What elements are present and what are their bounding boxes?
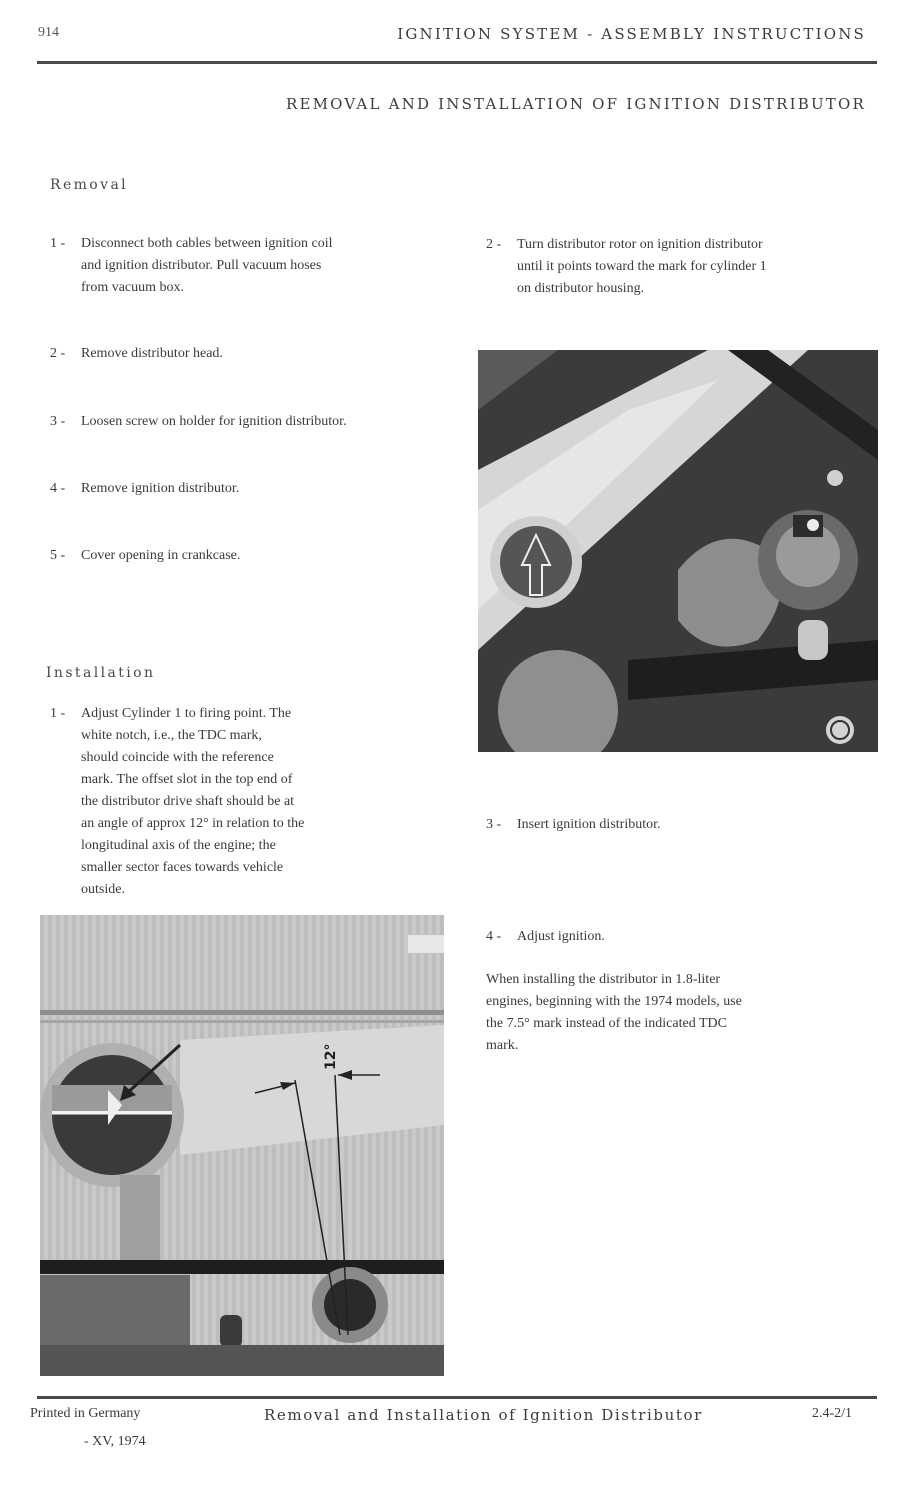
note-line: the 7.5° mark instead of the indicated TDC <box>486 1016 727 1031</box>
step-line: outside. <box>81 882 125 897</box>
removal-step-5 <box>50 545 450 567</box>
step-number: 2 - <box>50 346 66 361</box>
step-number: 4 - <box>486 929 502 944</box>
footer-title: Removal and Installation of Ignition Distributor <box>264 1406 703 1424</box>
step-number: 4 - <box>50 481 66 496</box>
figure-distributor-rotor-photo <box>478 350 878 752</box>
header-rule <box>37 61 877 64</box>
step-line: Turn distributor rotor on ignition distributor <box>517 237 763 252</box>
step-number: 5 - <box>50 548 66 563</box>
angle-label: 12° <box>323 1043 339 1070</box>
step-line: longitudinal axis of the engine; the <box>81 838 276 853</box>
distributor-illustration <box>478 350 878 752</box>
footer-rule <box>37 1396 877 1399</box>
installation-step-2 <box>486 234 886 300</box>
footer-page-code: 2.4-2/1 <box>812 1406 853 1421</box>
footer-printed: Printed in Germany <box>30 1406 141 1421</box>
step-line: white notch, i.e., the TDC mark, <box>81 728 262 743</box>
step-line: an angle of approx 12° in relation to the <box>81 816 305 831</box>
step-line: Adjust Cylinder 1 to firing point. The <box>81 706 292 721</box>
step-line: Adjust ignition. <box>517 929 605 944</box>
note-line: mark. <box>486 1038 519 1053</box>
step-line: mark. The offset slot in the top end of <box>81 772 293 787</box>
figure-timing-mark-photo <box>40 915 444 1376</box>
document-title: IGNITION SYSTEM - ASSEMBLY INSTRUCTIONS <box>397 25 866 43</box>
installation-step-4 <box>486 926 886 948</box>
removal-step-4 <box>50 478 450 500</box>
removal-step-3 <box>50 411 450 433</box>
step-number: 3 - <box>50 414 66 429</box>
step-line: Disconnect both cables between ignition coil <box>81 236 333 251</box>
step-line: and ignition distributor. Pull vacuum hoses <box>81 258 322 273</box>
installation-note <box>486 969 886 1057</box>
step-line: until it points toward the mark for cylinder 1 <box>517 259 767 274</box>
removal-step-2 <box>50 343 450 365</box>
installation-heading: Installation <box>46 665 156 681</box>
step-number: 1 - <box>50 236 66 251</box>
step-line: the distributor drive shaft should be at <box>81 794 295 809</box>
step-number: 1 - <box>50 706 66 721</box>
step-line: Remove ignition distributor. <box>81 481 240 496</box>
installation-step-3 <box>486 814 886 836</box>
removal-step-1 <box>50 233 450 299</box>
installation-step-1 <box>50 703 450 901</box>
timing-mark-illustration <box>40 915 444 1376</box>
step-line: Insert ignition distributor. <box>517 817 661 832</box>
page-number: 914 <box>38 25 59 40</box>
step-line: Loosen screw on holder for ignition distributor. <box>81 414 347 429</box>
step-line: from vacuum box. <box>81 280 185 295</box>
step-line: Cover opening in crankcase. <box>81 548 241 563</box>
page-subtitle: REMOVAL AND INSTALLATION OF IGNITION DISTRIBUTOR <box>285 95 866 113</box>
step-line: smaller sector faces towards vehicle <box>81 860 284 875</box>
removal-heading: Removal <box>50 177 129 193</box>
step-line: should coincide with the reference <box>81 750 274 765</box>
note-line: When installing the distributor in 1.8-liter <box>486 972 721 987</box>
step-number: 3 - <box>486 817 502 832</box>
step-line: on distributor housing. <box>517 281 645 296</box>
step-number: 2 - <box>486 237 502 252</box>
step-line: Remove distributor head. <box>81 346 223 361</box>
note-line: engines, beginning with the 1974 models, use <box>486 994 742 1009</box>
footer-edition: - XV, 1974 <box>84 1434 146 1449</box>
